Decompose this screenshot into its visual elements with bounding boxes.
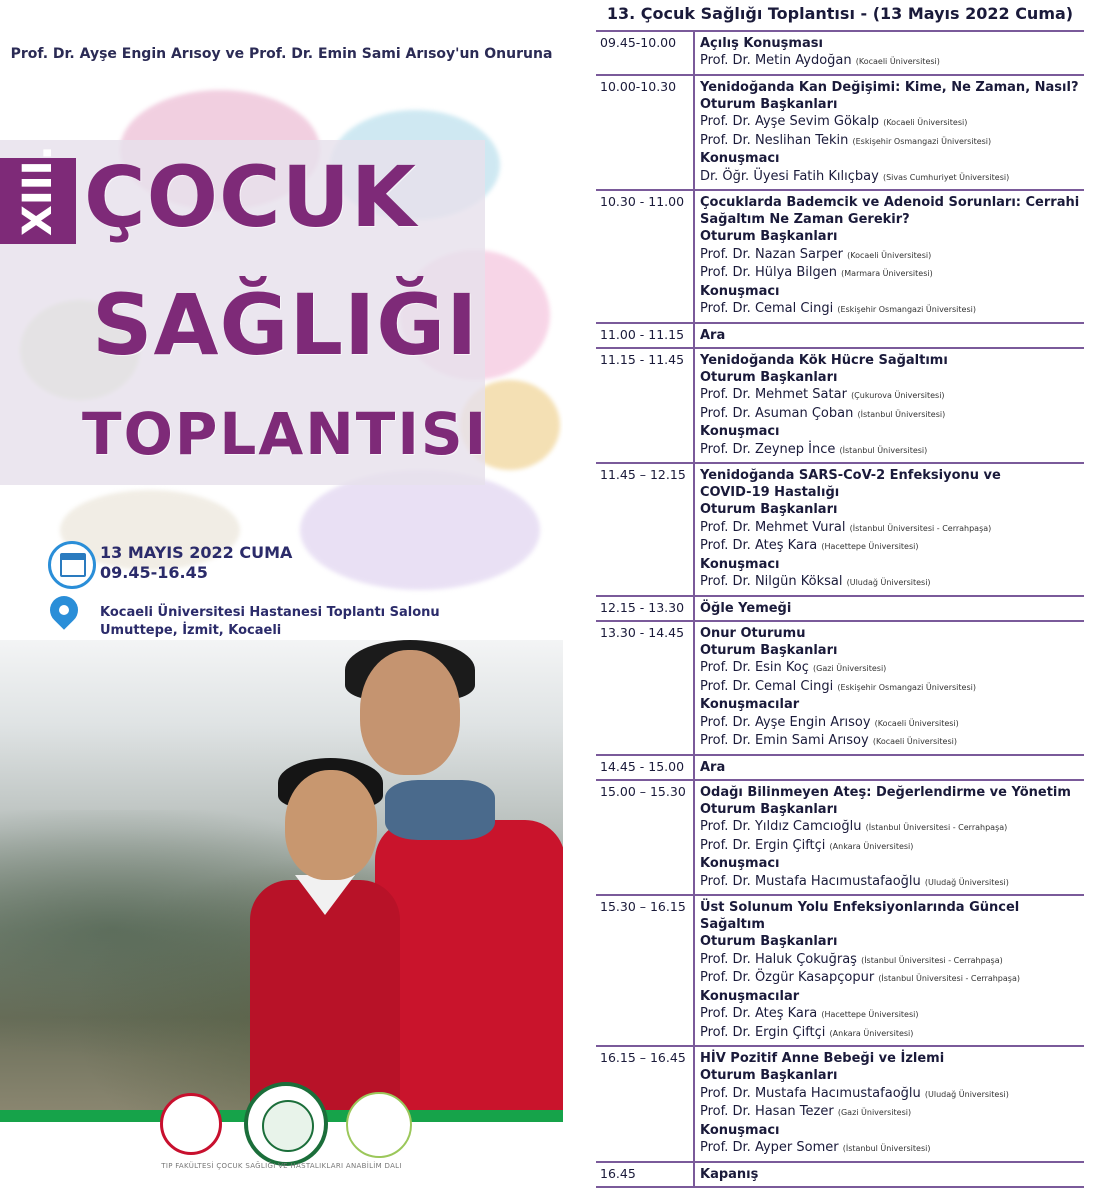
- speaker-affiliation: (İstanbul Üniversitesi - Cerrahpaşa): [878, 974, 1020, 983]
- schedule-row: [596, 464, 1084, 597]
- session-time: 09.45-10.00: [600, 35, 677, 50]
- session-details: [700, 756, 1084, 779]
- child-sweater: [375, 820, 563, 1110]
- session-time: 11.45 – 12.15: [600, 467, 686, 482]
- column-divider: [693, 622, 695, 754]
- session-title: Kapanış: [700, 1166, 759, 1182]
- speaker-affiliation: (İstanbul Üniversitesi - Cerrahpaşa): [861, 955, 1003, 965]
- speaker-affiliation: (Eskişehir Osmangazi Üniversitesi): [837, 682, 976, 692]
- schedule-row: [596, 622, 1084, 756]
- role-heading: Konuşmacı: [700, 556, 780, 572]
- session-details: [700, 349, 1084, 463]
- session-details: [700, 622, 1084, 754]
- speaker-name: Prof. Dr. Ergin Çiftçi: [700, 837, 826, 853]
- speaker-name: Prof. Dr. Özgür Kasapçopur: [700, 970, 875, 985]
- speaker: [700, 405, 1084, 424]
- speaker-name: Prof. Dr. Ateş Kara: [700, 538, 818, 553]
- location-pin-icon: [44, 590, 84, 630]
- session-title: Çocuklarda Bademcik ve Adenoid Sorunları: Cerrahi: [700, 195, 1080, 210]
- event-date-block: [100, 543, 292, 583]
- speaker-name: Prof. Dr. Esin Koç: [700, 660, 809, 675]
- child-face: [285, 770, 377, 880]
- speaker: [700, 678, 1084, 697]
- speaker: [700, 264, 1084, 283]
- speaker-name: Prof. Dr. Zeynep İnce: [700, 441, 836, 457]
- column-divider: [693, 76, 695, 190]
- speaker: [700, 714, 1084, 733]
- session-title: Öğle Yemeği: [700, 600, 792, 616]
- speaker: [700, 519, 1084, 538]
- speaker-name: Prof. Dr. Hasan Tezer: [700, 1104, 834, 1119]
- speaker: [700, 386, 1084, 405]
- event-location-block: [100, 604, 440, 640]
- schedule-row: [596, 349, 1084, 465]
- column-divider: [693, 1047, 695, 1161]
- speaker-affiliation: (İstanbul Üniversitesi - Cerrahpaşa): [865, 823, 1008, 832]
- schedule-title: 13. Çocuk Sağlığı Toplantısı - (13 Mayıs 2022 Cuma): [606, 4, 1074, 23]
- session-title: Odağı Bilinmeyen Ateş: Değerlendirme ve Yönetim: [700, 784, 1071, 800]
- session-details: [700, 464, 1084, 595]
- schedule-row: [596, 597, 1084, 622]
- session-time: 11.00 - 11.15: [600, 326, 685, 342]
- speaker-affiliation: (Eskişehir Osmangazi Üniversitesi): [852, 136, 992, 146]
- speaker-affiliation: (İstanbul Üniversitesi - Cerrahpaşa): [849, 523, 992, 533]
- speaker-name: Prof. Dr. Mustafa Hacımustafaoğlu: [700, 873, 921, 889]
- speaker-name: Prof. Dr. Asuman Çoban: [700, 405, 854, 421]
- speaker-affiliation: (Kocaeli Üniversitesi): [872, 737, 957, 746]
- speaker: [700, 52, 1084, 71]
- speaker-affiliation: (İstanbul Üniversitesi): [839, 445, 928, 455]
- speaker-name: Prof. Dr. Cemal Cingi: [700, 301, 834, 316]
- speaker: [700, 300, 1084, 319]
- speaker: [700, 537, 1084, 556]
- speaker-name: Prof. Dr. Emin Sami Arısoy: [700, 733, 869, 748]
- schedule-row: [596, 191, 1084, 324]
- session-title: Ara: [700, 327, 726, 343]
- medical-faculty-logo: [160, 1093, 222, 1155]
- speaker: [700, 132, 1084, 151]
- schedule-row: [596, 76, 1084, 192]
- session-title: HİV Pozitif Anne Bebeği ve İzlemi: [700, 1051, 945, 1066]
- schedule-row: [596, 1163, 1084, 1188]
- child-face: [360, 650, 460, 775]
- footer-department: TIP FAKÜLTESİ ÇOCUK SAĞLIĞI VE HASTALIKLARI ANABİLİM DALI: [161, 1162, 402, 1170]
- kocaeli-university-logo: [244, 1082, 328, 1166]
- session-title: Ara: [700, 759, 726, 775]
- speaker-affiliation: (Kocaeli Üniversitesi): [855, 57, 940, 66]
- speaker-name: Prof. Dr. Mehmet Satar: [700, 387, 847, 402]
- session-time: 15.30 – 16.15: [600, 899, 686, 914]
- role-heading: Oturum Başkanları: [700, 934, 838, 949]
- speaker-name: Prof. Dr. Hülya Bilgen: [700, 265, 837, 280]
- speaker-affiliation: (Eskişehir Osmangazi Üniversitesi): [837, 305, 976, 314]
- schedule-row: [596, 32, 1084, 76]
- event-hours: 09.45-16.45: [100, 563, 208, 582]
- speaker: [700, 732, 1084, 751]
- session-title: COVID-19 Hastalığı: [700, 485, 840, 500]
- speaker-affiliation: (Marmara Üniversitesi): [841, 269, 933, 278]
- session-details: [700, 597, 1084, 620]
- speaker-name: Prof. Dr. Nazan Sarper: [700, 246, 843, 262]
- schedule-row: [596, 781, 1084, 897]
- speaker: [700, 873, 1084, 892]
- role-heading: Konuşmacı: [700, 856, 780, 871]
- role-heading: Oturum Başkanları: [700, 642, 838, 658]
- speaker-affiliation: (Sivas Cumhuriyet Üniversitesi): [882, 172, 1010, 182]
- schedule-row: [596, 324, 1084, 349]
- session-time: 16.15 – 16.45: [600, 1050, 686, 1065]
- session-time: 12.15 - 13.30: [600, 599, 685, 615]
- speaker-name: Prof. Dr. Ayşe Engin Arısoy: [700, 714, 871, 730]
- speaker-affiliation: (Uludağ Üniversitesi): [846, 578, 931, 587]
- speaker-affiliation: (Çukurova Üniversitesi): [851, 391, 945, 400]
- speaker-name: Prof. Dr. Ateş Kara: [700, 1006, 818, 1021]
- speaker: [700, 1103, 1084, 1122]
- role-heading: Oturum Başkanları: [700, 801, 838, 817]
- session-title: Yenidoğanda Kök Hücre Sağaltımı: [700, 352, 948, 368]
- session-details: [700, 1163, 1084, 1186]
- schedule-table: [596, 30, 1084, 1188]
- session-details: [700, 896, 1084, 1045]
- column-divider: [693, 597, 695, 620]
- speaker-affiliation: (Ankara Üniversitesi): [829, 1028, 914, 1038]
- session-title: Üst Solunum Yolu Enfeksiyonlarında Güncel Sağaltım: [700, 900, 1020, 932]
- event-venue: Kocaeli Üniversitesi Hastanesi Toplantı Salonu: [100, 605, 440, 620]
- session-time: 14.45 - 15.00: [600, 758, 685, 774]
- speaker-affiliation: (İstanbul Üniversitesi): [842, 1144, 931, 1153]
- event-date: 13 MAYIS 2022 CUMA: [100, 543, 293, 562]
- speaker-name: Prof. Dr. Neslihan Tekin: [700, 132, 849, 148]
- speaker-name: Prof. Dr. Haluk Çokuğraş: [700, 951, 857, 967]
- child-scarf: [385, 780, 495, 840]
- calendar-icon: [48, 541, 96, 589]
- speaker-name: Prof. Dr. Nilgün Köksal: [700, 574, 843, 589]
- session-title: Yenidoğanda Kan Değişimi: Kime, Ne Zaman, Nasıl?: [700, 79, 1079, 95]
- schedule-row: [596, 1047, 1084, 1163]
- pediatrics-department-logo: [346, 1092, 412, 1158]
- column-divider: [693, 464, 695, 595]
- speaker-affiliation: (Ankara Üniversitesi): [829, 841, 914, 851]
- column-divider: [693, 896, 695, 1045]
- column-divider: [693, 781, 695, 895]
- speaker-name: Prof. Dr. Cemal Cingi: [700, 678, 834, 694]
- speaker: [700, 573, 1084, 592]
- speaker: [700, 113, 1084, 132]
- column-divider: [693, 324, 695, 347]
- speaker-affiliation: (Kocaeli Üniversitesi): [874, 718, 959, 728]
- speaker-name: Prof. Dr. Mehmet Vural: [700, 519, 846, 535]
- speaker-name: Prof. Dr. Ergin Çiftçi: [700, 1024, 826, 1040]
- speaker: [700, 659, 1084, 678]
- speaker: [700, 818, 1084, 837]
- role-heading: Oturum Başkanları: [700, 96, 838, 112]
- event-address: Umuttepe, İzmit, Kocaeli: [100, 623, 282, 638]
- session-time: 16.45: [600, 1165, 636, 1181]
- session-title: Yenidoğanda SARS-CoV-2 Enfeksiyonu ve: [700, 468, 1001, 483]
- speaker-affiliation: (İstanbul Üniversitesi): [857, 409, 946, 419]
- speaker-affiliation: (Hacettepe Üniversitesi): [821, 1010, 919, 1019]
- speaker: [700, 441, 1084, 460]
- speaker-name: Prof. Dr. Ayper Somer: [700, 1140, 839, 1155]
- speaker: [700, 1005, 1084, 1024]
- speaker-affiliation: (Uludağ Üniversitesi): [924, 877, 1009, 887]
- column-divider: [693, 1163, 695, 1186]
- speaker: [700, 1139, 1084, 1158]
- session-details: [700, 781, 1084, 895]
- session-time: 10.00-10.30: [600, 78, 677, 94]
- session-time: 13.30 - 14.45: [600, 624, 685, 640]
- speaker-name: Prof. Dr. Mustafa Hacımustafaoğlu: [700, 1085, 921, 1101]
- session-details: [700, 191, 1084, 322]
- role-heading: Konuşmacı: [700, 151, 780, 166]
- session-details: [700, 32, 1084, 74]
- session-time: 10.30 - 11.00: [600, 194, 685, 209]
- speaker: [700, 837, 1084, 856]
- column-divider: [693, 756, 695, 779]
- speaker: [700, 1024, 1084, 1043]
- speaker-affiliation: (Kocaeli Üniversitesi): [883, 118, 968, 127]
- session-title: Açılış Konuşması: [700, 36, 823, 51]
- paint-splash: [300, 470, 540, 590]
- speaker: [700, 168, 1084, 187]
- speaker-name: Prof. Dr. Metin Aydoğan: [700, 53, 852, 68]
- role-heading: Oturum Başkanları: [700, 369, 838, 385]
- title-line-1: ÇOCUK: [84, 148, 418, 246]
- session-details: [700, 1047, 1084, 1161]
- title-line-3: TOPLANTISI: [82, 400, 489, 468]
- session-title: Onur Oturumu: [700, 625, 806, 641]
- role-heading: Oturum Başkanları: [700, 229, 838, 244]
- session-details: [700, 76, 1084, 190]
- speaker: [700, 969, 1084, 988]
- role-heading: Konuşmacı: [700, 424, 780, 439]
- column-divider: [693, 349, 695, 463]
- speaker-affiliation: (Hacettepe Üniversitesi): [821, 542, 919, 551]
- session-title: Sağaltım Ne Zaman Gerekir?: [700, 212, 910, 227]
- schedule-row: [596, 756, 1084, 781]
- session-time: 11.15 - 11.45: [600, 351, 685, 367]
- speaker-affiliation: (Gazi Üniversitesi): [813, 664, 887, 673]
- speaker: [700, 951, 1084, 970]
- speaker: [700, 246, 1084, 265]
- honor-line: Prof. Dr. Ayşe Engin Arısoy ve Prof. Dr. Emin Sami Arısoy'un Onuruna: [10, 46, 553, 62]
- column-divider: [693, 32, 695, 74]
- speaker-affiliation: (Kocaeli Üniversitesi): [847, 250, 932, 260]
- speaker: [700, 1085, 1084, 1104]
- title-line-2: SAĞLIĞI: [92, 276, 479, 374]
- role-heading: Oturum Başkanları: [700, 502, 838, 517]
- speaker-name: Dr. Öğr. Üyesi Fatih Kılıçbay: [700, 168, 879, 184]
- session-details: [700, 324, 1084, 347]
- edition-number: XIII.: [15, 145, 61, 236]
- role-heading: Konuşmacı: [700, 283, 780, 299]
- schedule-row: [596, 896, 1084, 1047]
- speaker-affiliation: (Uludağ Üniversitesi): [924, 1089, 1009, 1099]
- session-time: 15.00 – 15.30: [600, 783, 686, 799]
- speaker-name: Prof. Dr. Yıldız Camcıoğlu: [700, 819, 862, 834]
- role-heading: Konuşmacılar: [700, 988, 800, 1004]
- role-heading: Konuşmacılar: [700, 697, 800, 712]
- role-heading: Oturum Başkanları: [700, 1068, 838, 1083]
- role-heading: Konuşmacı: [700, 1122, 780, 1138]
- speaker-affiliation: (Gazi Üniversitesi): [837, 1108, 912, 1117]
- column-divider: [693, 191, 695, 322]
- speaker-name: Prof. Dr. Ayşe Sevim Gökalp: [700, 114, 880, 129]
